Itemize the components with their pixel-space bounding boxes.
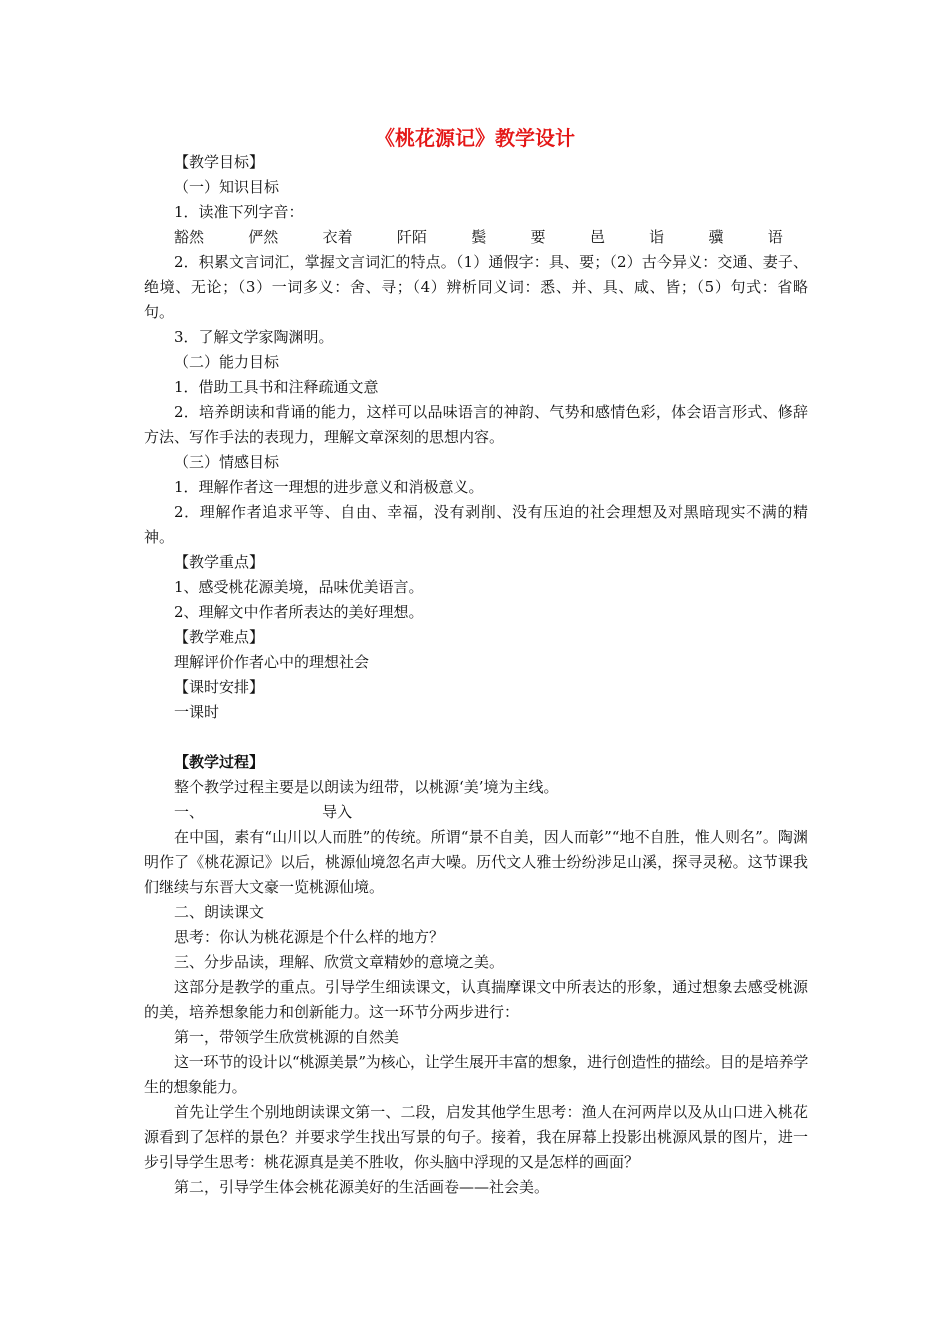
substep-one-heading: 第一，带领学生欣赏桃源的自然美 (174, 1028, 400, 1046)
ability-goals-heading: （二）能力目标 (174, 353, 280, 371)
difficulty-item: 理解评价作者心中的理想社会 (174, 653, 370, 671)
substep-two-heading: 第二，引导学生体会桃花源美好的生活画卷——社会美。 (174, 1178, 550, 1196)
step-three-text: 这部分是教学的重点。引导学生细读课文，认真揣摩课文中所表达的形象，通过想象去感受桃源的美，培养想象能力和创新能力。这一环节分两步进行： (144, 978, 808, 1021)
document-body (144, 150, 808, 1200)
step-three-heading: 三、分步品读，理解、欣赏文章精妙的意境之美。 (174, 953, 505, 971)
step-two-text: 思考：你认为桃花源是个什么样的地方？ (174, 928, 445, 946)
process-intro: 整个教学过程主要是以朗读为纽带，以桃源‘美’境为主线。 (174, 778, 559, 796)
substep-one-detail: 首先让学生个别地朗读课文第一、二段，启发其他学生思考：渔人在河两岸以及从山口进入桃花源看到了怎样的景色？并要求学生找出写景的句子。接着，我在屏幕上投影出桃源风景的图片，进一步引导学生思考：桃花源真是美不胜收，你头脑中浮现的又是怎样的画面？ (144, 1103, 808, 1171)
step-one-heading: 一、 导入 (174, 803, 353, 821)
knowledge-item-1: 1．读准下列字音： (174, 203, 304, 221)
knowledge-item-2: 2．积累文言词汇，掌握文言词汇的特点。（1）通假字：具、要；（2）古今异义：交通、妻子、绝境、无论；（3）一词多义：舍、寻；（4）辨析同义词：悉、并、具、咸、皆；（5）句式：省略句。 (144, 253, 808, 321)
goals-heading: 【教学目标】 (174, 153, 265, 171)
emotion-item-2: 2．理解作者追求平等、自由、幸福，没有剥削、没有压迫的社会理想及对黑暗现实不满的精神。 (144, 503, 808, 546)
substep-one-text: 这一环节的设计以“桃源美景”为核心，让学生展开丰富的想象，进行创造性的描绘。目的是培养学生的想象能力。 (144, 1053, 808, 1096)
knowledge-item-3: 3．了解文学家陶渊明。 (174, 328, 334, 346)
ability-item-2: 2．培养朗读和背诵的能力，这样可以品味语言的神韵、气势和感情色彩，体会语言形式、修辞方法、写作手法的表现力，理解文章深刻的思想内容。 (144, 403, 808, 446)
step-one-text: 在中国，素有“山川以人而胜”的传统。所谓“景不自美，因人而彰”“地不自胜，惟人则名”。陶渊明作了《桃花源记》以后，桃源仙境忽名声大噪。历代文人雅士纷纷涉足山溪，探寻灵秘。这节课我们继续与东晋大文豪一览桃源仙境。 (144, 828, 808, 896)
emotion-goals-heading: （三）情感目标 (174, 453, 280, 471)
step-two-heading: 二、朗读课文 (174, 903, 265, 921)
emotion-item-1: 1．理解作者这一理想的进步意义和消极意义。 (174, 478, 484, 496)
knowledge-goals-heading: （一）知识目标 (174, 178, 280, 196)
section-gap (144, 725, 808, 750)
document-title: 《桃花源记》教学设计 (375, 126, 575, 150)
focus-item-1: 1、感受桃花源美境，品味优美语言。 (174, 578, 424, 596)
focus-heading: 【教学重点】 (174, 553, 265, 571)
schedule-item: 一课时 (174, 703, 220, 721)
pronunciation-words: 豁然 俨然 衣着 阡陌 鬓 要 邑 诣 骥 语 (174, 228, 783, 246)
focus-item-2: 2、理解文中作者所表达的美好理想。 (174, 603, 424, 621)
ability-item-1: 1．借助工具书和注释疏通文意 (174, 378, 379, 396)
process-heading: 【教学过程】 (174, 753, 265, 771)
schedule-heading: 【课时安排】 (174, 678, 265, 696)
difficulty-heading: 【教学难点】 (174, 628, 265, 646)
